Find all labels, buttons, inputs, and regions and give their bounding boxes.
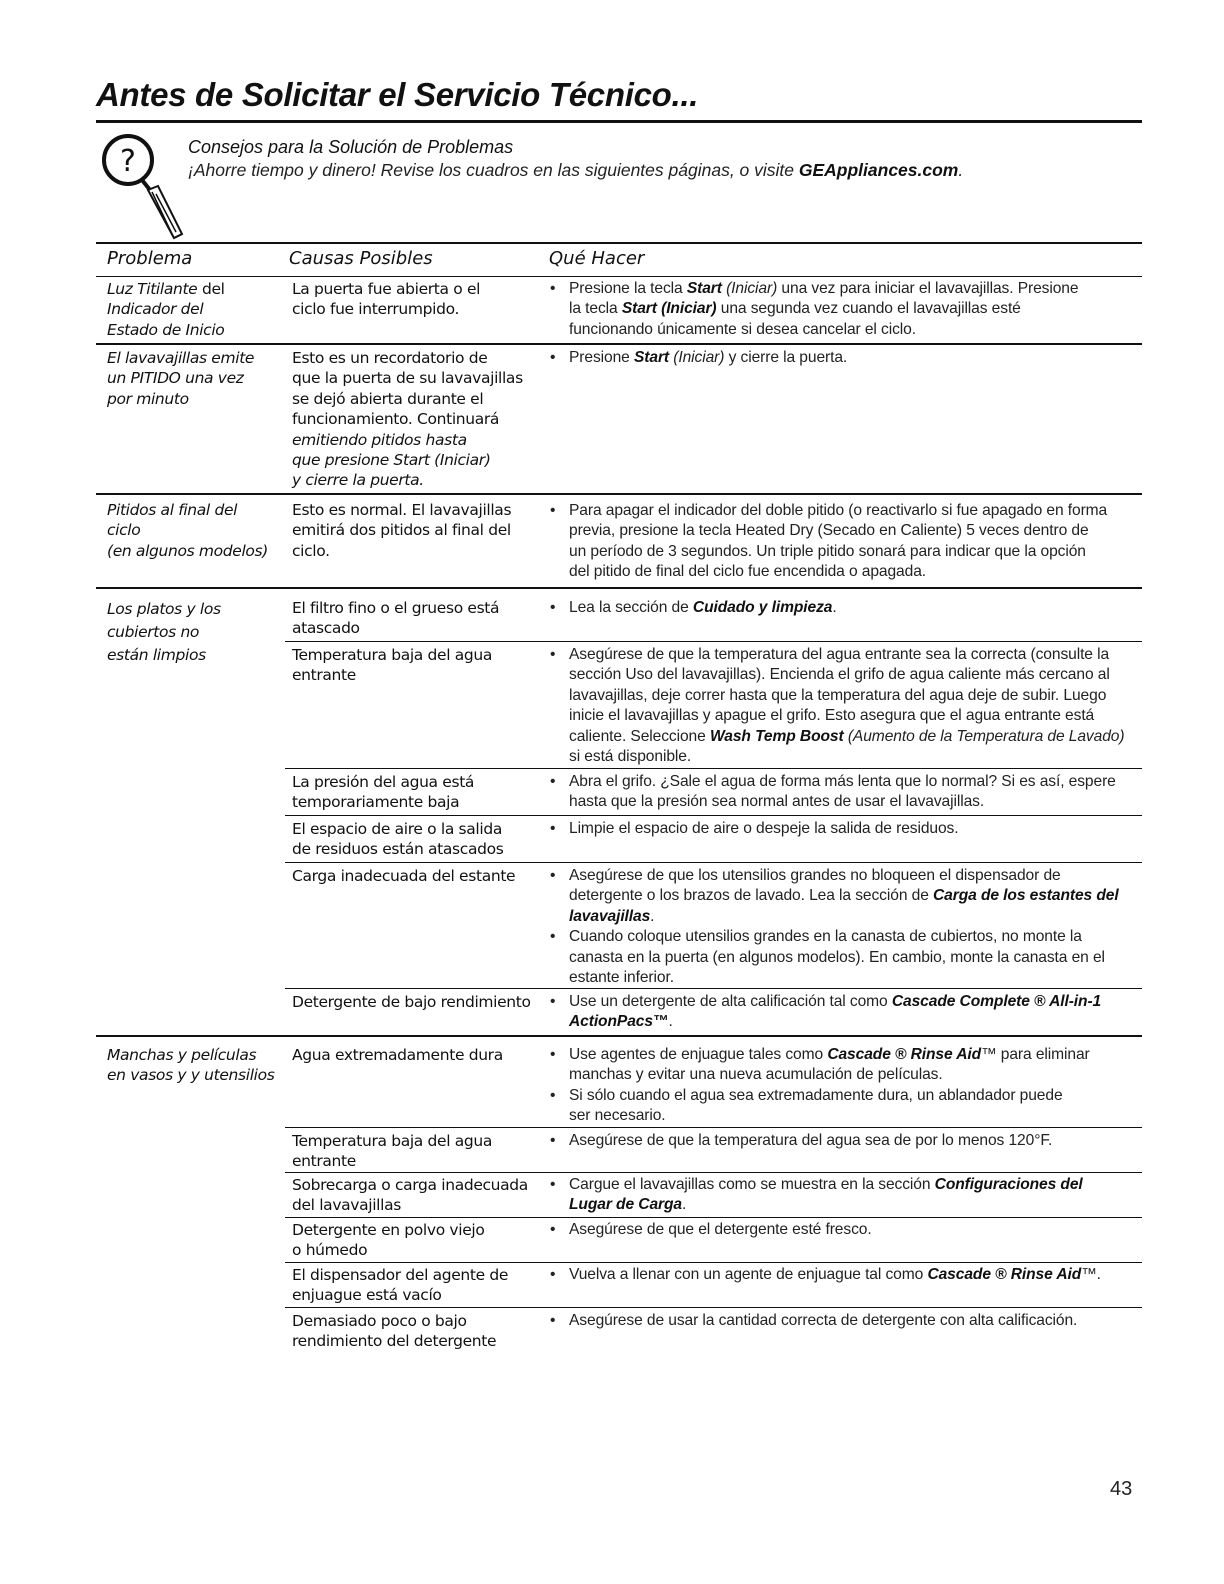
cause-rule <box>285 815 1142 816</box>
website-link[interactable]: GEAppliances.com <box>798 160 959 180</box>
todo-cell: • Limpie el espacio de aire o despeje la salida de residuos. <box>549 819 1143 839</box>
row-rule <box>96 587 1142 589</box>
todo-cell: • Use un detergente de alta calificación tal como Cascade Complete ® All-in-1 ActionPacs™. <box>549 992 1143 1033</box>
cause-cell: Demasiado poco o bajo rendimiento del detergente <box>292 1312 497 1351</box>
cause-cell: El dispensador del agente de enjuague está vacío <box>292 1266 509 1305</box>
todo-cell: • Presione Start (Iniciar) y cierre la puerta. <box>549 348 1143 368</box>
cause-rule <box>285 1262 1142 1263</box>
table-top-rule <box>96 242 1142 244</box>
column-header-causes: Causas Posibles <box>289 248 433 269</box>
cause-cell: Temperatura baja del agua entrante <box>292 646 493 685</box>
cause-cell: Agua extremadamente dura <box>292 1046 503 1064</box>
cause-cell: La puerta fue abierta o el ciclo fue interrumpido. <box>292 280 481 319</box>
page-title: Antes de Solicitar el Servicio Técnico... <box>96 76 699 113</box>
cause-cell: Carga inadecuada del estante <box>292 867 516 885</box>
cause-cell: Temperatura baja del agua entrante <box>292 1132 493 1171</box>
todo-cell: • Cargue el lavavajillas como se muestra en la sección Configuraciones del Lugar de Carga. <box>549 1175 1143 1216</box>
cause-rule <box>285 768 1142 769</box>
cause-rule <box>285 641 1142 642</box>
todo-cell: • Vuelva a llenar con un agente de enjuague tal como Cascade ® Rinse Aid™. <box>549 1265 1143 1285</box>
todo-cell: • Asegúrese de que la temperatura del agua sea de por lo menos 120°F. <box>549 1131 1143 1151</box>
cause-rule <box>285 988 1142 989</box>
cause-cell: Detergente en polvo viejo o húmedo <box>292 1221 485 1260</box>
tips-block <box>188 136 1138 182</box>
tips-text <box>188 158 1138 182</box>
row-rule <box>96 343 1142 345</box>
problem-cell: Pitidos al final del ciclo (en algunos modelos) <box>107 501 268 560</box>
problem-cell: Luz Titilante del Indicador del Estado de Inicio <box>107 280 225 339</box>
magnifier-question-icon <box>98 130 190 242</box>
todo-cell: • Asegúrese de que la temperatura del agua entrante sea la correcta (consulte la sección Uso del lavavajillas). Encienda el grifo de agua caliente más cercano al lavavajillas, deje correr hasta que la temperatura del agua deje de subir. Luego inicie el lavavajillas y apague el grifo. Esto asegura que el agua entrante está caliente. Seleccione Wash Temp Boost (Aumento de la Temperatura de Lavado) si está disponible. <box>549 645 1143 767</box>
cause-rule <box>285 1127 1142 1128</box>
todo-cell: • Para apagar el indicador del doble pitido (o reactivarlo si fue apagado en forma previa, presione la tecla Heated Dry (Secado en Caliente) 5 veces dentro de un período de 3 segundos. Un triple pitido sonará para indicar que la opción del pitido de final del ciclo fue encendida o apagada. <box>549 501 1143 583</box>
todo-cell: • Abra el grifo. ¿Sale el agua de forma más lenta que lo normal? Si es así, espere hasta que la presión sea normal antes de usar el lavavajillas. <box>549 772 1143 813</box>
header-rule <box>96 276 1142 277</box>
problem-cell: El lavavajillas emite un PITIDO una vez por minuto <box>107 349 255 408</box>
todo-cell: • Presione la tecla Start (Iniciar) una vez para iniciar el lavavajillas. Presione la tecla Start (Iniciar) una segunda vez cuando el lavavajillas esté funcionando únicamente si desea cancelar el ciclo. <box>549 279 1143 340</box>
todo-cell: • Asegúrese de que los utensilios grandes no bloqueen el dispensador de detergente o los brazos de lavado. Lea la sección de Carga de los estantes del lavavajillas. • Cuando coloque utensilios grandes en la canasta de cubiertos, no monte la canasta en la puerta (en algunos modelos). En cambio, monte la canasta en el estante inferior. <box>549 866 1143 988</box>
column-header-problem: Problema <box>107 248 193 269</box>
cause-rule <box>285 862 1142 863</box>
todo-cell: • Asegúrese de que el detergente esté fresco. <box>549 1220 1143 1240</box>
cause-rule <box>285 1307 1142 1308</box>
tips-text-body: ¡Ahorre tiempo y dinero! Revise los cuadros en las siguientes páginas, o visite <box>188 160 799 180</box>
cause-rule <box>285 1217 1142 1218</box>
cause-cell: Esto es un recordatorio de que la puerta de su lavavajillas se dejó abierta durante el funcionamiento. Continuará emitiendo pitidos hasta que presione Start (Iniciar) y cierre la puerta. <box>292 349 523 490</box>
cause-rule <box>285 1172 1142 1173</box>
row-rule <box>96 493 1142 495</box>
cause-cell: El espacio de aire o la salida de residuos están atascados <box>292 820 504 859</box>
tips-heading: Consejos para la Solución de Problemas <box>188 137 514 157</box>
page-number: 43 <box>1110 1478 1133 1500</box>
cause-cell: La presión del agua está temporariamente baja <box>292 773 475 812</box>
problem-cell: Manchas y películas en vasos y y utensilios <box>107 1046 275 1085</box>
svg-text:?: ? <box>120 144 136 179</box>
todo-cell: • Lea la sección de Cuidado y limpieza. <box>549 598 1143 618</box>
cause-cell: Sobrecarga o carga inadecuada del lavavajillas <box>292 1176 528 1215</box>
cause-cell: Esto es normal. El lavavajillas emitirá dos pitidos al final del ciclo. <box>292 501 512 560</box>
title-rule <box>96 120 1142 123</box>
todo-cell: • Asegúrese de usar la cantidad correcta de detergente con alta calificación. <box>549 1311 1143 1331</box>
cause-cell: El filtro fino o el grueso está atascado <box>292 599 500 638</box>
row-rule <box>96 1035 1142 1037</box>
tips-text-end: . <box>958 160 964 180</box>
column-header-todo: Qué Hacer <box>549 248 645 269</box>
todo-cell: • Use agentes de enjuague tales como Cascade ® Rinse Aid™ para eliminar manchas y evitar una nueva acumulación de películas. • Si sólo cuando el agua sea extremadamente dura, un ablandador puede ser necesario. <box>549 1045 1143 1127</box>
cause-cell: Detergente de bajo rendimiento <box>292 993 531 1011</box>
problem-cell: Los platos y los cubiertos no están limpios <box>107 600 221 664</box>
